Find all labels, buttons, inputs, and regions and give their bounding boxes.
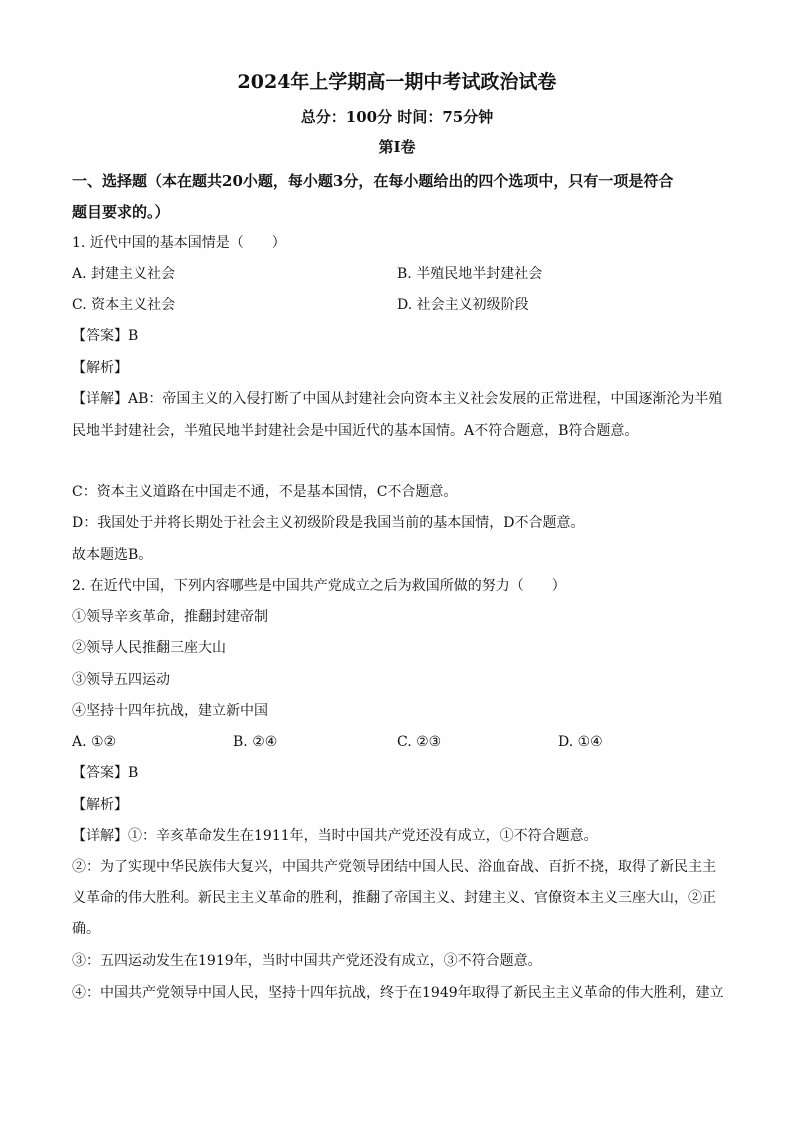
question-1-stem: 1. 近代中国的基本国情是（ ） (72, 235, 286, 251)
question-2-item3-analysis: ③：五四运动发生在1919年，当时中国共产党还没有成立，③不符合题意。 (72, 953, 542, 969)
question-1-analysis-label: 【解析】 (72, 360, 128, 376)
section-heading-line2: 题目要求的。） (72, 203, 170, 221)
question-1-option-d: D. 社会主义初级阶段 (397, 297, 529, 313)
question-2-item2-analysis-line3: 确。 (72, 921, 100, 937)
question-2-item2-analysis-line1: ②：为了实现中华民族伟大复兴，中国共产党领导团结中国人民、浴血奋战、百折不挠，取得了新民主主 (72, 859, 716, 875)
question-2-item-1: ①领导辛亥革命，推翻封建帝制 (72, 609, 268, 625)
exam-title: 2024年上学期高一期中考试政治试卷 (237, 71, 557, 93)
question-2-item-4: ④坚持十四年抗战，建立新中国 (72, 703, 268, 719)
question-2-stem: 2. 在近代中国，下列内容哪些是中国共产党成立之后为救国所做的努力（ ） (72, 578, 566, 594)
question-1-answer: 【答案】B (72, 328, 139, 344)
exam-subtitle: 总分：100分 时间：75分钟 (300, 108, 494, 126)
question-2-detail-line1: 【详解】①：辛亥革命发生在1911年，当时中国共产党还没有成立，①不符合题意。 (72, 828, 598, 844)
question-2-item-3: ③领导五四运动 (72, 672, 170, 688)
question-2-option-a: A. ①② (72, 734, 117, 750)
question-2-option-d: D. ①④ (558, 734, 603, 750)
question-1-option-c-analysis: C：资本主义道路在中国走不通，不是基本国情，C不合题意。 (72, 484, 458, 500)
question-1-detail-line1: 【详解】AB：帝国主义的入侵打断了中国从封建社会向资本主义社会发展的正常进程，中国逐渐沦为半殖 (72, 391, 723, 407)
question-1-option-c: C. 资本主义社会 (72, 297, 176, 313)
question-2-item4-analysis: ④：中国共产党领导中国人民，坚持十四年抗战，终于在1949年取得了新民主主义革命的伟大胜利，建立 (72, 985, 724, 1001)
question-1-option-b: B. 半殖民地半封建社会 (397, 266, 543, 282)
question-1-option-a: A. 封建主义社会 (72, 266, 176, 282)
question-2-option-c: C. ②③ (397, 734, 442, 750)
volume-heading: 第Ⅰ卷 (378, 138, 416, 156)
question-2-option-b: B. ②④ (233, 734, 278, 750)
question-2-item2-analysis-line2: 义革命的伟大胜利。新民主主义革命的胜利，推翻了帝国主义、封建主义、官僚资本主义三座大山，②正 (72, 890, 716, 906)
question-2-item-2: ②领导人民推翻三座大山 (72, 640, 226, 656)
question-2-answer: 【答案】B (72, 765, 139, 781)
question-1-detail-line2: 民地半封建社会，半殖民地半封建社会是中国近代的基本国情。A不符合题意，B符合题意。 (72, 423, 639, 439)
question-2-analysis-label: 【解析】 (72, 797, 128, 813)
question-1-conclusion: 故本题选B。 (72, 547, 153, 563)
question-1-option-d-analysis: D：我国处于并将长期处于社会主义初级阶段是我国当前的基本国情，D不合题意。 (72, 515, 585, 531)
section-heading-line1: 一、选择题（本在题共20小题，每小题3分，在每小题给出的四个选项中，只有一项是符合 (72, 172, 674, 190)
